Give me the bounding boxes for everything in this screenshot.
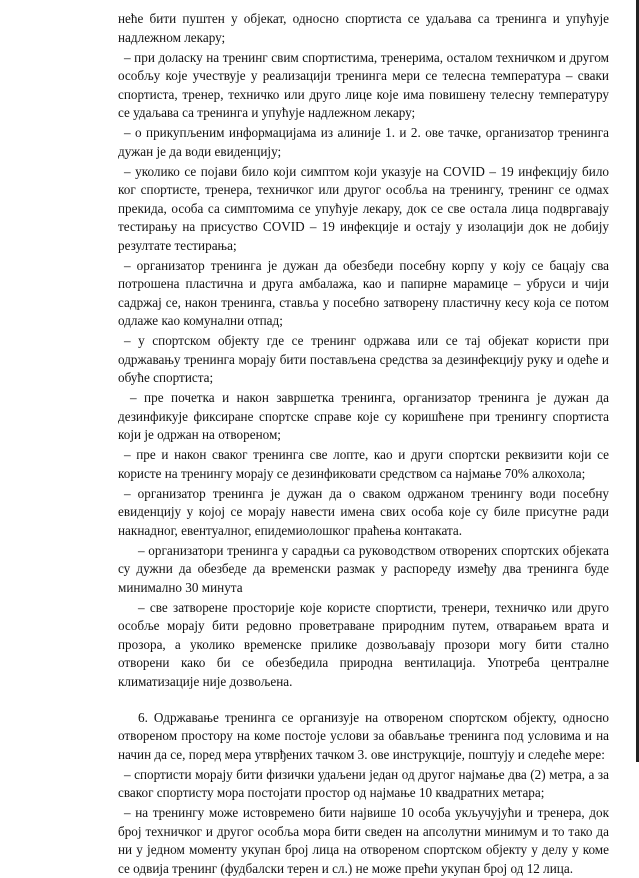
paragraph: – пре почетка и након завршетка тренинга, организатор тренинга је дужан да дезинфикује фиксиране спортске справе које су коришћене при тренингу спортиста који је одржан на отвореном; [118, 390, 609, 442]
paragraph: неће бити пуштен у објекат, односно спортиста се удаљава са тренинга и упућује надлежном лекару; [118, 11, 609, 45]
paragraph: – при доласку на тренинг свим спортистима, тренерима, осталом техничком и другом особљу које учествује у реализацији тренинга мери се телесна температура – сваки спортиста, тренер, техничко или друго лице које има повишену телесну температуру се удаљава са тренинга и упућује надлежном лекару; [118, 49, 609, 120]
paragraph: – организатори тренинга у сарадњи са руководством отворених спортских објеката су дужни да обезбеде да временски размак у распореду између два тренинга буде минимално 30 минута [118, 542, 609, 595]
section-6-heading-paragraph: 6. Одржавање тренинга се организује на отвореном спортском објекту, односно отвореном простору на коме постоје услови за обављање тренинга под условима и на начин да се, поред мера утврђених тачком 3. ове инструкције, поштују и следеће мере: [118, 709, 609, 762]
paragraph: – све затворене просторије које користе спортисти, тренери, техничко или друго особље морају бити редовно проветраване природним путем, отварањем врата и прозора, а уколико временске прилике дозвољавају прозори могу бити стално отворени како би се обезбедила природна вентилација. Употреба централне климатизације није дозвољена. [118, 599, 609, 689]
paragraph: – организатор тренинга је дужан да обезбеди посебну корпу у коју се бацају сва потрошена пластична и друга амбалажа, као и папирне марамице – убруси и чији садржај се, након тренинга, ставља у посебно затворену пластичну кесу која се потом одлаже као комунални отпад; [118, 257, 609, 328]
paragraph: – спортисти морају бити физички удаљени један од другог најмање два (2) метра, а за сваког спортисту мора постојати простор од најмање 10 квадратних метара; [118, 766, 609, 800]
paragraph: – уколико се појави било који симптом који указује на COVID – 19 инфекцију било ког спортисте, тренера, техничког или другог особља на тренингу, тренинг се одмах прекида, особа са симптомима се упућује лекару, док се све остала лица подвргавају тестирању на присуство COVID – 19 инфекције и остају у изолацији док не добију резултате тестирања; [118, 163, 609, 253]
paragraph: – о прикупљеним информацијама из алиније 1. и 2. ове тачке, организатор тренинга дужан је да води евиденцију; [118, 125, 609, 159]
section-gap [118, 693, 609, 709]
paragraph: – организатор тренинга је дужан да о сваком одржаном тренингу води посебну евиденцију у којој се морају навести имена свих особа које су биле присутне ради накнадног, евентуалног, епидемиолошког праћења контаката. [118, 485, 609, 538]
paragraph: – на тренингу може истовремено бити највише 10 особа укључујући и тренера, док број техничког и другог особља мора бити сведен на апсолутни минимум и то тако да ни у једном моменту укупан број лица на отвореном спортском објекту у делу у коме се одвија тренинг (фудбалски терен и сл.) не може прећи укупан број од 12 лица. [118, 805, 609, 876]
paragraph: – у спортском објекту где се тренинг одржава или се тај објекат користи при одржавању тренинга морају бити постављена средства за дезинфекцију руку и одеће и обуће спортиста; [118, 333, 609, 385]
paragraph: – пре и након сваког тренинга све лопте, као и други спортски реквизити који се користе на тренингу морају се дезинфиковати средством са најмање 70% алкохола; [118, 447, 609, 481]
